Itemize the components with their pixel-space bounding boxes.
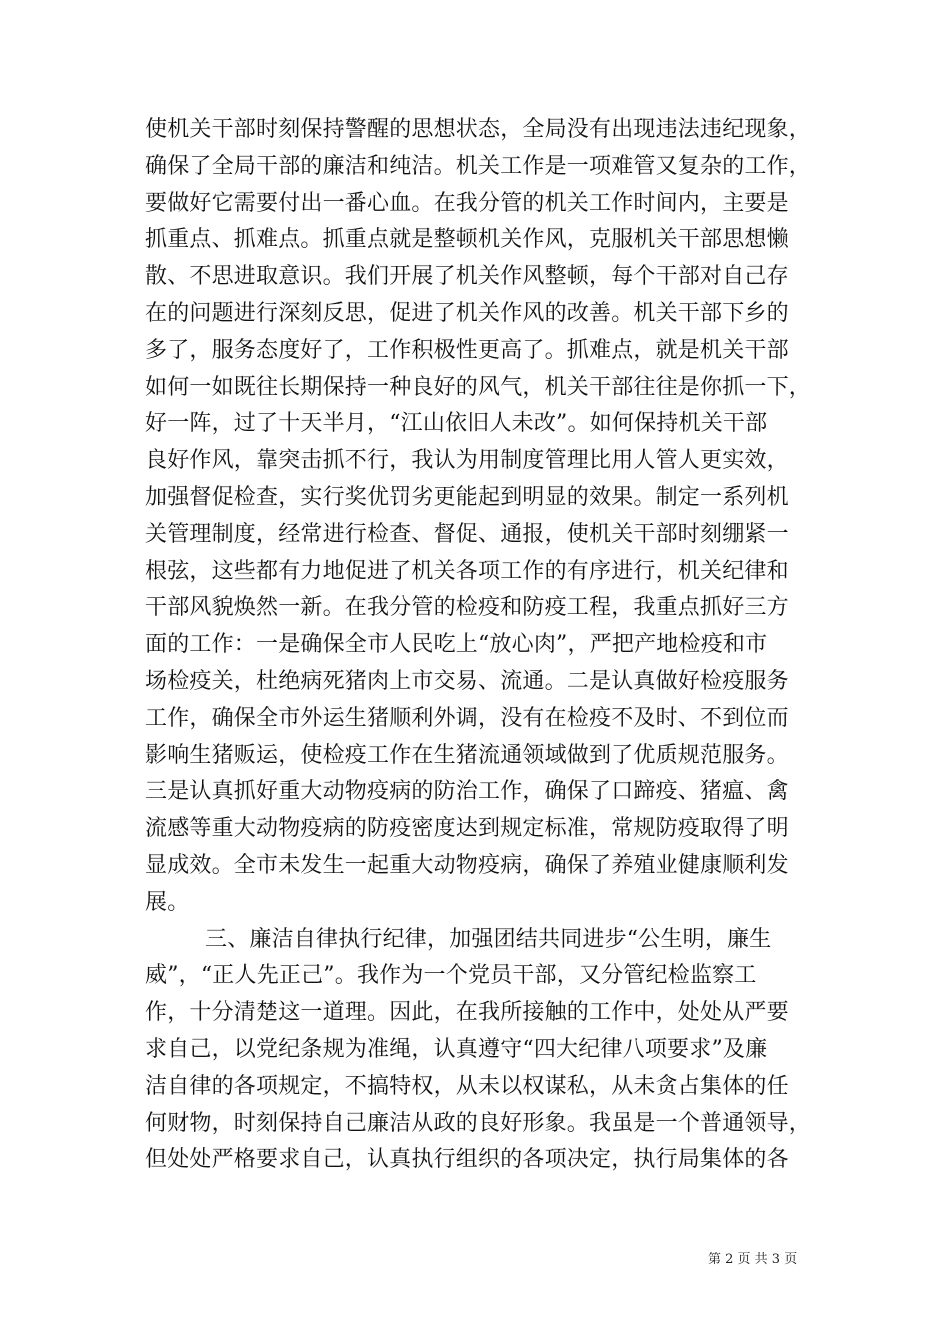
text-line: 散、不思进取意识。我们开展了机关作风整顿，每个干部对自己存 [145, 264, 789, 290]
page-number: 第 2 页 共 3 页 [708, 1252, 798, 1267]
text-line: 要做好它需要付出一番心血。在我分管的机关工作时间内，主要是 [145, 190, 789, 216]
text-line: 展。 [145, 889, 190, 915]
text-line: 显成效。全市未发生一起重大动物疫病，确保了养殖业健康顺利发 [145, 852, 789, 878]
text-line: 作，十分清楚这一道理。因此，在我所接触的工作中，处处从严要 [145, 1000, 789, 1026]
text-line: 何财物，时刻保持自己廉洁从政的良好形象。我虽是一个普通领导， [145, 1110, 812, 1136]
text-line: 洁自律的各项规定，不搞特权，从未以权谋私，从未贪占集体的任 [145, 1073, 789, 1099]
text-line: 加强督促检查，实行奖优罚劣更能起到明显的效果。制定一系列机 [145, 484, 789, 510]
section-heading-line: 三、廉洁自律执行纪律，加强团结共同进步“公生明，廉生 [205, 926, 772, 952]
text-line: 工作，确保全市外运生猪顺利外调，没有在检疫不及时、不到位而 [145, 705, 789, 731]
text-line: 三是认真抓好重大动物疫病的防治工作，确保了口蹄疫、猪瘟、禽 [145, 779, 789, 805]
text-line: 但处处严格要求自己，认真执行组织的各项决定，执行局集体的各 [145, 1147, 789, 1173]
text-line: 如何一如既往长期保持一种良好的风气，机关干部往往是你抓一下， [145, 374, 812, 400]
text-line: 面的工作：一是确保全市人民吃上“放心肉”，严把产地检疫和市 [145, 632, 768, 658]
text-line: 求自己，以党纪条规为准绳，认真遵守“四大纪律八项要求”及廉 [145, 1036, 768, 1062]
body-text [145, 112, 825, 1179]
text-line: 根弦，这些都有力地促进了机关各项工作的有序进行，机关纪律和 [145, 558, 789, 584]
text-line: 影响生猪贩运，使检疫工作在生猪流通领域做到了优质规范服务。 [145, 742, 789, 768]
text-line: 抓重点、抓难点。抓重点就是整顿机关作风，克服机关干部思想懒 [145, 227, 789, 253]
text-line: 确保了全局干部的廉洁和纯洁。机关工作是一项难管又复杂的工作， [145, 153, 812, 179]
text-line: 关管理制度，经常进行检查、督促、通报，使机关干部时刻绷紧一 [145, 521, 789, 547]
text-line: 好一阵，过了十天半月，“江山依旧人未改”。如何保持机关干部 [145, 411, 768, 437]
text-line: 威”，“正人先正己”。我作为一个党员干部，又分管纪检监察工 [145, 963, 757, 989]
text-line: 流感等重大动物疫病的防疫密度达到规定标准，常规防疫取得了明 [145, 816, 789, 842]
text-line: 在的问题进行深刻反思，促进了机关作风的改善。机关干部下乡的 [145, 300, 789, 326]
text-line: 多了，服务态度好了，工作积极性更高了。抓难点，就是机关干部 [145, 337, 789, 363]
text-line: 干部风貌焕然一新。在我分管的检疫和防疫工程，我重点抓好三方 [145, 595, 789, 621]
text-line: 场检疫关，杜绝病死猪肉上市交易、流通。二是认真做好检疫服务 [145, 668, 789, 694]
text-line: 使机关干部时刻保持警醒的思想状态，全局没有出现违法违纪现象， [145, 117, 812, 142]
text-line: 良好作风，靠突击抓不行，我认为用制度管理比用人管人更实效， [145, 448, 789, 474]
